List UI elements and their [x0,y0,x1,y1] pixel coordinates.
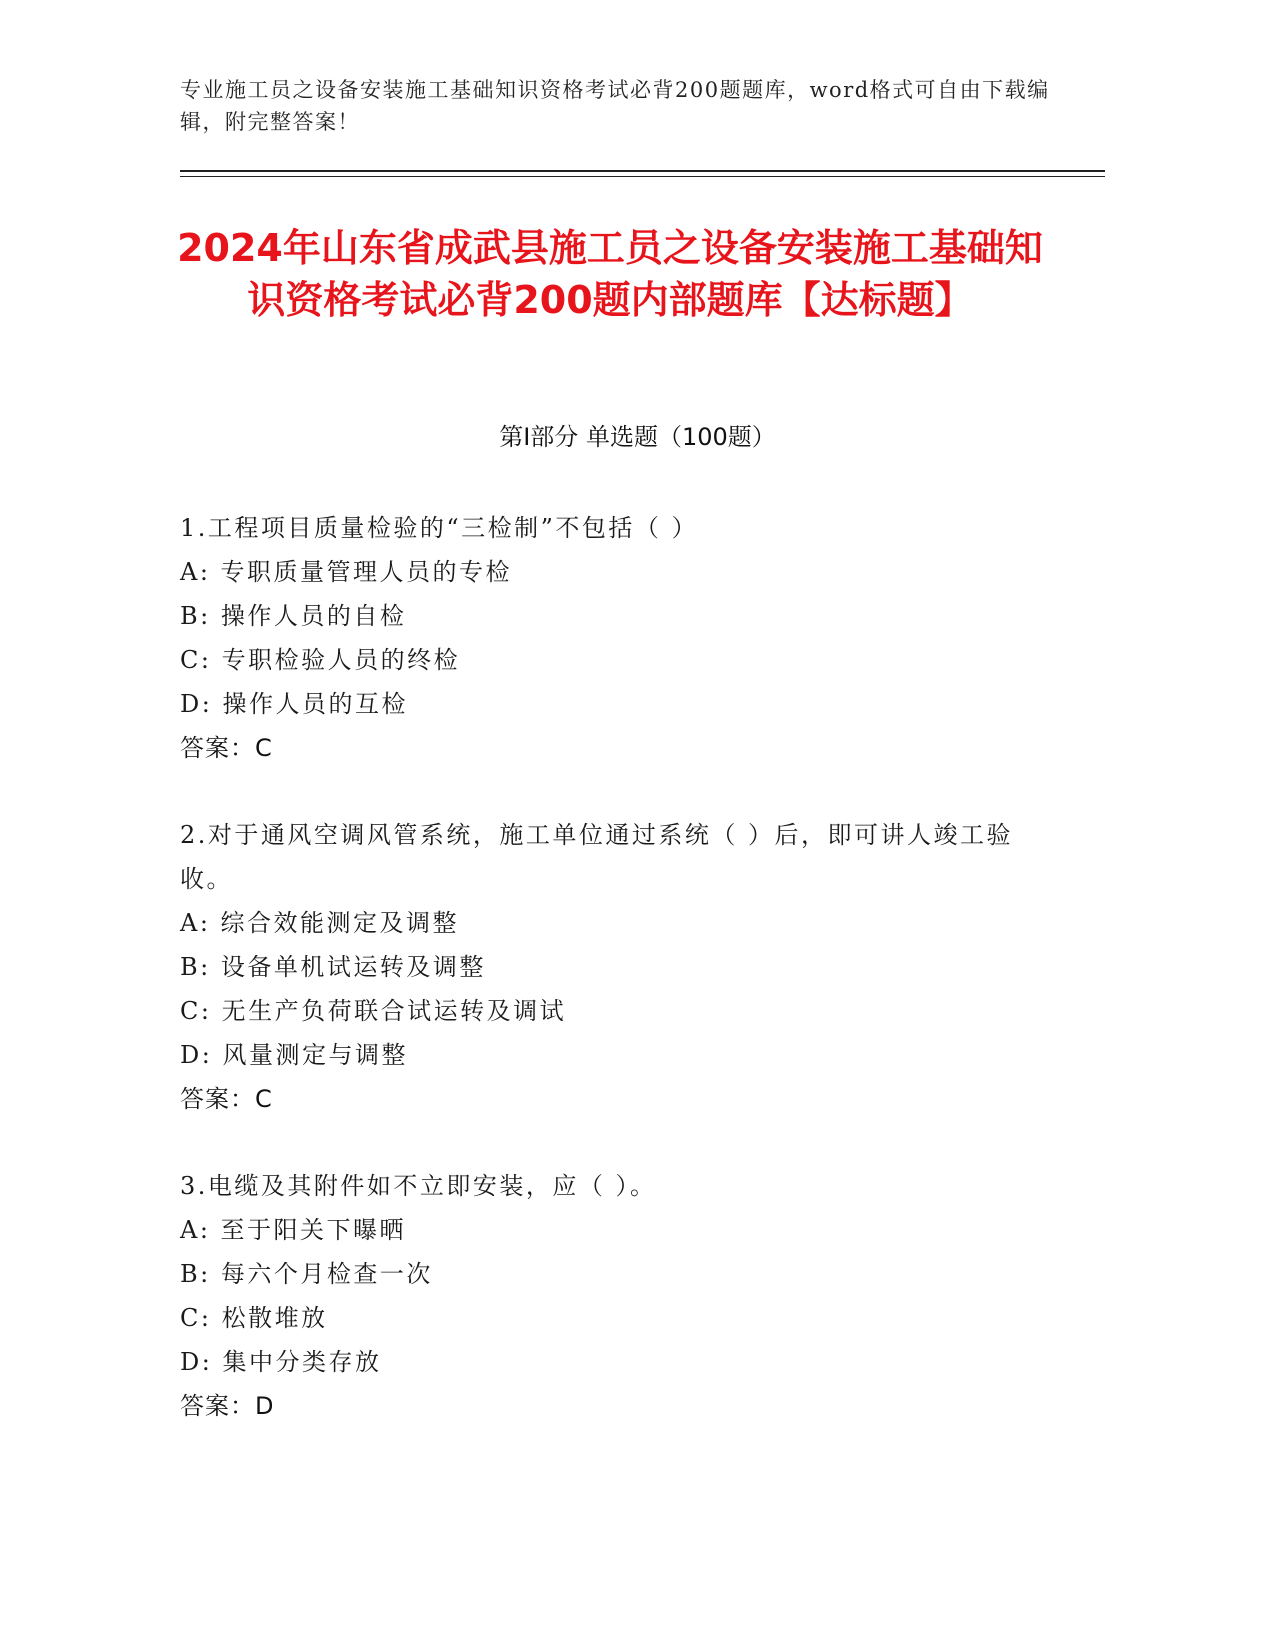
question-list [180,506,1040,1471]
option-b: B: 每六个月检查一次 [180,1260,433,1288]
option-b: B: 设备单机试运转及调整 [180,953,486,981]
option-d: D: 集中分类存放 [180,1348,382,1376]
question-stem: 2.对于通风空调风管系统，施工单位通过系统（ ）后，即可讲人竣工验收。 [180,821,1014,893]
section-title: 第I部分 单选题（100题） [499,423,776,451]
answer-line: 答案：C [180,1085,273,1113]
question-1 [180,506,1040,770]
header-note: 专业施工员之设备安装施工基础知识资格考试必背200题题库，word格式可自由下载编辑，附完整答案！ [180,78,1050,134]
option-a: A: 至于阳关下曝晒 [180,1216,407,1244]
document-title: 2024年山东省成武县施工员之设备安装施工基础知识资格考试必背200题内部题库【达标题】 [177,226,1043,322]
option-c: C: 专职检验人员的终检 [180,646,461,674]
option-a: A: 专职质量管理人员的专检 [180,558,513,586]
question-2 [180,813,1040,1121]
option-d: D: 风量测定与调整 [180,1041,408,1069]
option-d: D: 操作人员的互检 [180,690,408,718]
answer-line: 答案：C [180,734,273,762]
header-divider-thin [180,176,1105,177]
question-3 [180,1164,1040,1428]
question-stem: 1.工程项目质量检验的“三检制”不包括（ ） [180,514,699,542]
question-stem: 3.电缆及其附件如不立即安装，应（ ）。 [180,1172,657,1200]
answer-line: 答案：D [180,1392,275,1420]
option-a: A: 综合效能测定及调整 [180,909,460,937]
header-divider-thick [180,170,1105,172]
option-b: B: 操作人员的自检 [180,602,407,630]
option-c: C: 松散堆放 [180,1304,328,1332]
option-c: C: 无生产负荷联合试运转及调试 [180,997,567,1025]
